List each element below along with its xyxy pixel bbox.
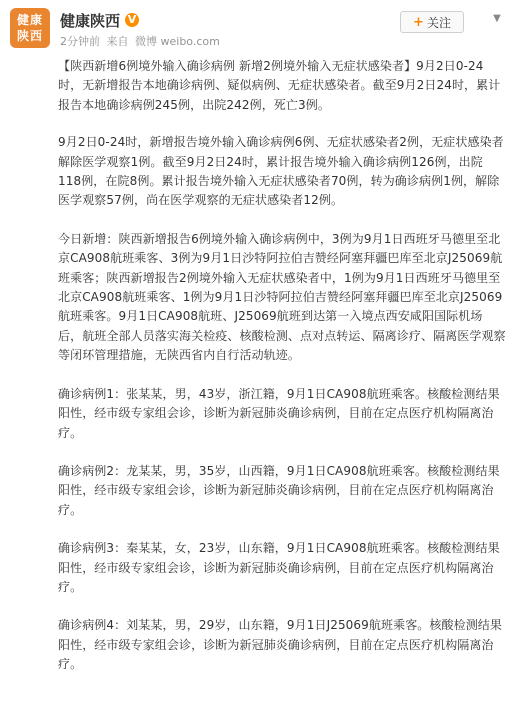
follow-button[interactable] [400,11,464,33]
post-paragraph-headline: 【陕西新增6例境外输入确诊病例 新增2例境外输入无症状感染者】9月2日0-24时，无新增报告本地确诊病例、疑似病例、无症状感染者。截至9月2日24时，累计报告本地确诊病例245例，出院242例，死亡3例。 [58,59,501,112]
post-time[interactable]: 2分钟前 [60,35,100,48]
post-paragraph-inbound-stats: 9月2日0-24时，新增报告境外输入确诊病例6例、无症状感染者2例，无症状感染者解除医学观察1例。截至9月2日24时，累计报告境外输入确诊病例126例，出院118例，在院8例。累计报告境外输入无症状感染者70例，转为确诊病例1例，解除医学观察57例，尚在医学观察的无症状感染者12例。 [58,135,504,208]
author-row [60,10,139,30]
post-source[interactable]: 微博 weibo.com [135,35,220,48]
post-content [58,57,506,694]
post-paragraph-case-2: 确诊病例2：龙某某，男，35岁，山西籍，9月1日CA908航班乘客。核酸检测结果阳性，经市级专家组会诊，诊断为新冠肺炎确诊病例，目前在定点医疗机构隔离治疗。 [58,463,500,517]
verified-v-icon: V [125,13,139,27]
avatar-text-line1: 健康 [16,13,43,27]
post-header [0,0,519,57]
post-meta [60,33,223,49]
follow-label: 关注 [426,15,451,30]
author-name[interactable]: 健康陕西 [60,11,121,30]
post-paragraph-today-new: 今日新增：陕西新增报告6例境外输入确诊病例中，3例为9月1日西班牙马德里至北京CA908航班乘客、3例为9月1日沙特阿拉伯吉赞经阿塞拜疆巴库至北京J25069航班乘客；陕西新增报告2例境外输入无症状感染者中，1例为9月1日西班牙马德里至北京CA908航班乘客、1例为9月1日沙特阿拉伯吉赞经阿塞拜疆巴库至北京J25069航班乘客。9月1日CA908航班、J25069航班到达第一入境点西安咸阳国际机场后，航班全部人员落实海关检疫、核酸检测、点对点转运、隔离诊疗、隔离医学观察等闭环管理措施，无陕西省内自行活动轨迹。 [58,231,506,363]
avatar-text-line2: 陕西 [16,29,43,43]
source-label: 来自 [106,35,129,48]
post-paragraph-case-4: 确诊病例4：刘某某，男，29岁，山东籍，9月1日J25069航班乘客。核酸检测结果阳性，经市级专家组会诊，诊断为新冠肺炎确诊病例，目前在定点医疗机构隔离治疗。 [58,618,502,672]
plus-icon: + [413,14,424,30]
post-paragraph-case-3: 确诊病例3：秦某某，女，23岁，山东籍，9月1日CA908航班乘客。核酸检测结果阳性，经市级专家组会诊，诊断为新冠肺炎确诊病例，目前在定点医疗机构隔离治疗。 [58,541,500,594]
chevron-down-icon[interactable]: ▼ [493,13,501,24]
avatar[interactable] [10,8,50,48]
post-paragraph-case-1: 确诊病例1：张某某，男，43岁，浙江籍，9月1日CA908航班乘客。核酸检测结果阳性，经市级专家组会诊，诊断为新冠肺炎确诊病例，目前在定点医疗机构隔离治疗。 [58,386,500,440]
